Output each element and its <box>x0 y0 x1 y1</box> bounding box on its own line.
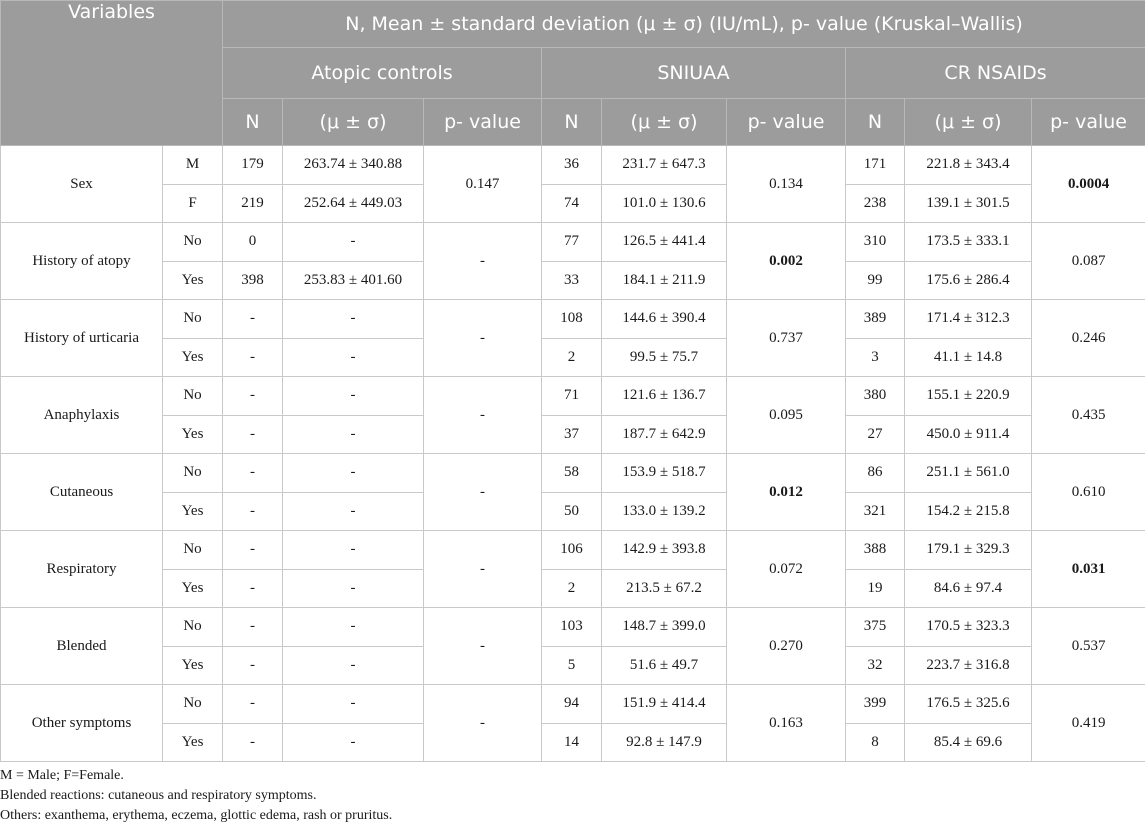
atopic-mean-cell: - <box>283 223 424 262</box>
atopic-mean-cell: - <box>283 608 424 647</box>
atopic-n-cell: 398 <box>223 261 283 300</box>
sniuaa-n-cell: 33 <box>542 261 602 300</box>
group-header-crnsaids: CR NSAIDs <box>846 48 1145 99</box>
level-cell: No <box>163 531 223 570</box>
crnsaids-n-cell: 389 <box>846 300 905 339</box>
crnsaids-mean-cell: 223.7 ± 316.8 <box>905 646 1032 685</box>
subheader-mean: (μ ± σ) <box>283 99 424 146</box>
sniuaa-mean-cell: 51.6 ± 49.7 <box>602 646 727 685</box>
table-row <box>1 377 1145 416</box>
atopic-n-cell: - <box>223 646 283 685</box>
sniuaa-mean-cell: 151.9 ± 414.4 <box>602 685 727 724</box>
atopic-mean-cell: - <box>283 377 424 416</box>
subheader-p: p- value <box>1032 99 1145 146</box>
level-cell: No <box>163 377 223 416</box>
atopic-mean-cell: - <box>283 723 424 762</box>
crnsaids-p-cell: 0.031 <box>1032 531 1145 608</box>
group-header-atopic: Atopic controls <box>223 48 542 99</box>
variable-name: History of atopy <box>1 223 163 300</box>
sniuaa-mean-cell: 142.9 ± 393.8 <box>602 531 727 570</box>
atopic-n-cell: - <box>223 300 283 339</box>
crnsaids-n-cell: 86 <box>846 454 905 493</box>
sniuaa-mean-cell: 148.7 ± 399.0 <box>602 608 727 647</box>
crnsaids-n-cell: 321 <box>846 492 905 531</box>
footnote: M = Male; F=Female. <box>0 768 124 783</box>
sniuaa-n-cell: 103 <box>542 608 602 647</box>
level-cell: Yes <box>163 261 223 300</box>
sniuaa-p-cell: 0.134 <box>727 146 846 223</box>
atopic-p-cell: - <box>424 531 542 608</box>
sniuaa-mean-cell: 99.5 ± 75.7 <box>602 338 727 377</box>
sniuaa-p-cell: 0.095 <box>727 377 846 454</box>
atopic-mean-cell: 263.74 ± 340.88 <box>283 146 424 185</box>
crnsaids-mean-cell: 41.1 ± 14.8 <box>905 338 1032 377</box>
atopic-mean-cell: - <box>283 492 424 531</box>
sniuaa-mean-cell: 121.6 ± 136.7 <box>602 377 727 416</box>
level-cell: No <box>163 685 223 724</box>
sniuaa-n-cell: 71 <box>542 377 602 416</box>
table-row <box>1 184 1145 223</box>
crnsaids-mean-cell: 175.6 ± 286.4 <box>905 261 1032 300</box>
atopic-mean-cell: - <box>283 531 424 570</box>
atopic-n-cell: - <box>223 415 283 454</box>
level-cell: Yes <box>163 723 223 762</box>
variable-name: Anaphylaxis <box>1 377 163 454</box>
sniuaa-p-cell: 0.002 <box>727 223 846 300</box>
atopic-mean-cell: 253.83 ± 401.60 <box>283 261 424 300</box>
sniuaa-n-cell: 106 <box>542 531 602 570</box>
table-row <box>1 261 1145 300</box>
atopic-n-cell: - <box>223 338 283 377</box>
table-row <box>1 146 1145 185</box>
atopic-mean-cell: - <box>283 454 424 493</box>
sniuaa-mean-cell: 153.9 ± 518.7 <box>602 454 727 493</box>
crnsaids-p-cell: 0.419 <box>1032 685 1145 762</box>
crnsaids-n-cell: 99 <box>846 261 905 300</box>
table-footnotes <box>0 766 392 826</box>
crnsaids-mean-cell: 176.5 ± 325.6 <box>905 685 1032 724</box>
table-row <box>1 223 1145 262</box>
crnsaids-p-cell: 0.0004 <box>1032 146 1145 223</box>
atopic-n-cell: - <box>223 454 283 493</box>
variable-name: Other symptoms <box>1 685 163 762</box>
atopic-mean-cell: - <box>283 685 424 724</box>
crnsaids-mean-cell: 450.0 ± 911.4 <box>905 415 1032 454</box>
footnote: Blended reactions: cutaneous and respiratory symptoms. <box>0 788 317 803</box>
subheader-mean: (μ ± σ) <box>602 99 727 146</box>
atopic-mean-cell: - <box>283 338 424 377</box>
sniuaa-mean-cell: 231.7 ± 647.3 <box>602 146 727 185</box>
sniuaa-n-cell: 5 <box>542 646 602 685</box>
subheader-n: N <box>223 99 283 146</box>
crnsaids-n-cell: 380 <box>846 377 905 416</box>
atopic-p-cell: - <box>424 454 542 531</box>
atopic-p-cell: - <box>424 300 542 377</box>
level-cell: Yes <box>163 569 223 608</box>
atopic-mean-cell: - <box>283 646 424 685</box>
sniuaa-n-cell: 14 <box>542 723 602 762</box>
atopic-mean-cell: - <box>283 415 424 454</box>
atopic-n-cell: - <box>223 492 283 531</box>
crnsaids-mean-cell: 84.6 ± 97.4 <box>905 569 1032 608</box>
subheader-p: p- value <box>727 99 846 146</box>
sniuaa-n-cell: 50 <box>542 492 602 531</box>
table-row <box>1 492 1145 531</box>
sniuaa-mean-cell: 184.1 ± 211.9 <box>602 261 727 300</box>
sniuaa-mean-cell: 126.5 ± 441.4 <box>602 223 727 262</box>
level-cell: F <box>163 184 223 223</box>
sniuaa-n-cell: 36 <box>542 146 602 185</box>
table-body <box>1 146 1145 762</box>
level-cell: Yes <box>163 646 223 685</box>
crnsaids-p-cell: 0.087 <box>1032 223 1145 300</box>
table-row <box>1 646 1145 685</box>
crnsaids-n-cell: 310 <box>846 223 905 262</box>
crnsaids-p-cell: 0.246 <box>1032 300 1145 377</box>
sniuaa-p-cell: 0.163 <box>727 685 846 762</box>
crnsaids-n-cell: 399 <box>846 685 905 724</box>
table-row <box>1 454 1145 493</box>
table-row <box>1 338 1145 377</box>
table-row <box>1 569 1145 608</box>
sniuaa-mean-cell: 144.6 ± 390.4 <box>602 300 727 339</box>
group-header-sniuaa: SNIUAA <box>542 48 846 99</box>
span-title-header: N, Mean ± standard deviation (μ ± σ) (IU/mL), p- value (Kruskal–Wallis) <box>223 1 1145 48</box>
atopic-n-cell: - <box>223 685 283 724</box>
level-cell: No <box>163 223 223 262</box>
sniuaa-n-cell: 108 <box>542 300 602 339</box>
table-row <box>1 531 1145 570</box>
sniuaa-n-cell: 77 <box>542 223 602 262</box>
crnsaids-p-cell: 0.537 <box>1032 608 1145 685</box>
crnsaids-mean-cell: 221.8 ± 343.4 <box>905 146 1032 185</box>
crnsaids-n-cell: 238 <box>846 184 905 223</box>
crnsaids-p-cell: 0.435 <box>1032 377 1145 454</box>
atopic-p-cell: - <box>424 377 542 454</box>
atopic-n-cell: 0 <box>223 223 283 262</box>
crnsaids-n-cell: 32 <box>846 646 905 685</box>
variable-name: Cutaneous <box>1 454 163 531</box>
sniuaa-mean-cell: 187.7 ± 642.9 <box>602 415 727 454</box>
variables-header: Variables <box>1 1 223 146</box>
subheader-n: N <box>542 99 602 146</box>
atopic-p-cell: - <box>424 685 542 762</box>
variable-name: History of urticaria <box>1 300 163 377</box>
footnote: Others: exanthema, erythema, eczema, glottic edema, rash or pruritus. <box>0 808 393 823</box>
table-row <box>1 415 1145 454</box>
sniuaa-n-cell: 74 <box>542 184 602 223</box>
table-row <box>1 723 1145 762</box>
crnsaids-n-cell: 19 <box>846 569 905 608</box>
crnsaids-mean-cell: 170.5 ± 323.3 <box>905 608 1032 647</box>
subheader-p: p- value <box>424 99 542 146</box>
level-cell: No <box>163 300 223 339</box>
crnsaids-n-cell: 8 <box>846 723 905 762</box>
table-row <box>1 685 1145 724</box>
crnsaids-n-cell: 171 <box>846 146 905 185</box>
atopic-mean-cell: - <box>283 300 424 339</box>
level-cell: No <box>163 608 223 647</box>
sniuaa-p-cell: 0.072 <box>727 531 846 608</box>
crnsaids-mean-cell: 85.4 ± 69.6 <box>905 723 1032 762</box>
level-cell: M <box>163 146 223 185</box>
sniuaa-n-cell: 2 <box>542 569 602 608</box>
crnsaids-mean-cell: 171.4 ± 312.3 <box>905 300 1032 339</box>
sniuaa-n-cell: 58 <box>542 454 602 493</box>
atopic-p-cell: - <box>424 608 542 685</box>
variable-name: Blended <box>1 608 163 685</box>
atopic-n-cell: 219 <box>223 184 283 223</box>
level-cell: No <box>163 454 223 493</box>
sniuaa-mean-cell: 101.0 ± 130.6 <box>602 184 727 223</box>
sniuaa-n-cell: 94 <box>542 685 602 724</box>
atopic-n-cell: - <box>223 531 283 570</box>
level-cell: Yes <box>163 415 223 454</box>
atopic-p-cell: - <box>424 223 542 300</box>
subheader-mean: (μ ± σ) <box>905 99 1032 146</box>
atopic-n-cell: 179 <box>223 146 283 185</box>
crnsaids-n-cell: 388 <box>846 531 905 570</box>
sniuaa-mean-cell: 133.0 ± 139.2 <box>602 492 727 531</box>
sniuaa-p-cell: 0.737 <box>727 300 846 377</box>
sniuaa-p-cell: 0.270 <box>727 608 846 685</box>
sniuaa-p-cell: 0.012 <box>727 454 846 531</box>
sniuaa-n-cell: 2 <box>542 338 602 377</box>
crnsaids-n-cell: 375 <box>846 608 905 647</box>
atopic-n-cell: - <box>223 569 283 608</box>
atopic-n-cell: - <box>223 377 283 416</box>
atopic-n-cell: - <box>223 608 283 647</box>
sniuaa-mean-cell: 213.5 ± 67.2 <box>602 569 727 608</box>
crnsaids-mean-cell: 139.1 ± 301.5 <box>905 184 1032 223</box>
level-cell: Yes <box>163 492 223 531</box>
crnsaids-mean-cell: 251.1 ± 561.0 <box>905 454 1032 493</box>
level-cell: Yes <box>163 338 223 377</box>
crnsaids-mean-cell: 155.1 ± 220.9 <box>905 377 1032 416</box>
crnsaids-n-cell: 27 <box>846 415 905 454</box>
sniuaa-mean-cell: 92.8 ± 147.9 <box>602 723 727 762</box>
table-row <box>1 608 1145 647</box>
subheader-n: N <box>846 99 905 146</box>
crnsaids-mean-cell: 154.2 ± 215.8 <box>905 492 1032 531</box>
table-row <box>1 300 1145 339</box>
crnsaids-mean-cell: 179.1 ± 329.3 <box>905 531 1032 570</box>
variable-name: Sex <box>1 146 163 223</box>
atopic-mean-cell: - <box>283 569 424 608</box>
crnsaids-mean-cell: 173.5 ± 333.1 <box>905 223 1032 262</box>
atopic-p-cell: 0.147 <box>424 146 542 223</box>
atopic-mean-cell: 252.64 ± 449.03 <box>283 184 424 223</box>
crnsaids-p-cell: 0.610 <box>1032 454 1145 531</box>
sniuaa-n-cell: 37 <box>542 415 602 454</box>
variable-name: Respiratory <box>1 531 163 608</box>
crnsaids-n-cell: 3 <box>846 338 905 377</box>
atopic-n-cell: - <box>223 723 283 762</box>
